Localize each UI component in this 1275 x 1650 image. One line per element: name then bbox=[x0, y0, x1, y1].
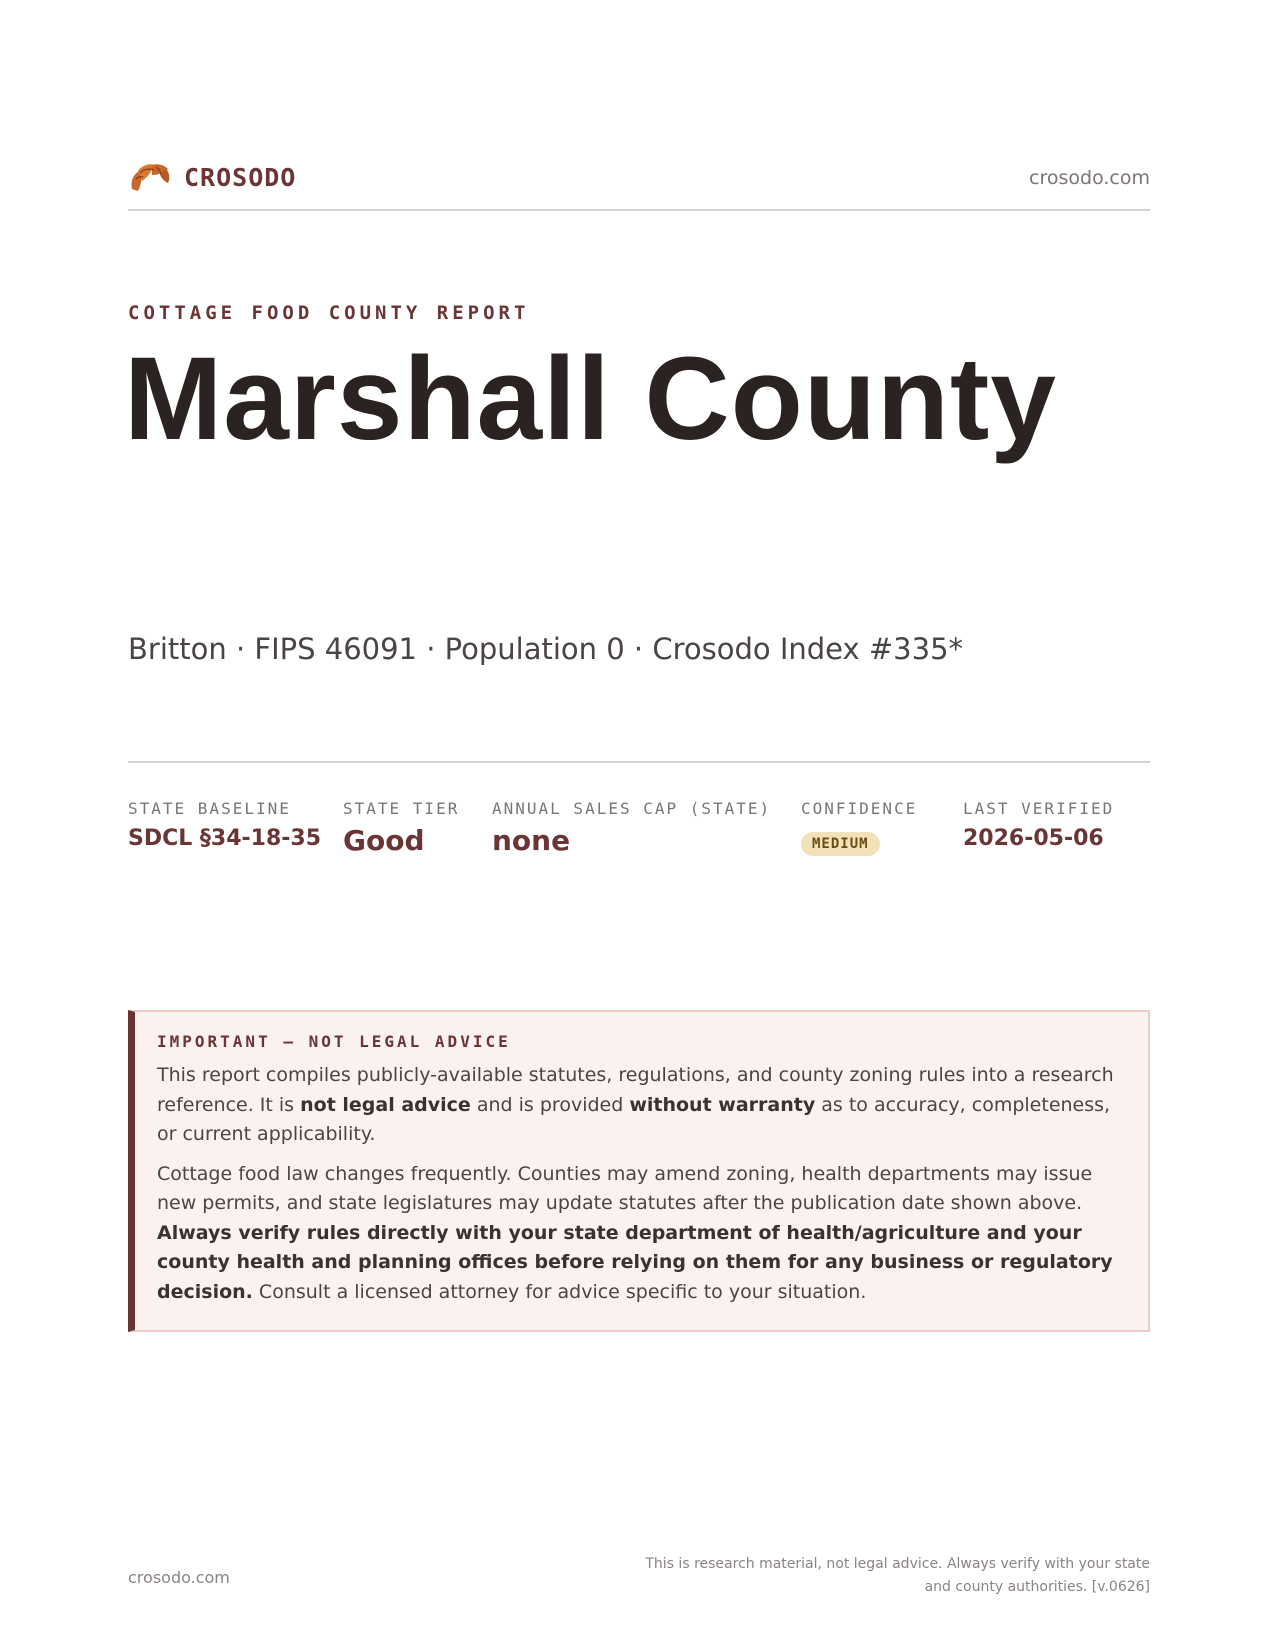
county-subline: Britton · FIPS 46091 · Population 0 · Crosodo Index #335* bbox=[128, 632, 964, 666]
page-header bbox=[128, 155, 1150, 211]
footer-disclaimer: This is research material, not legal advice. Always verify with your state and county authorities. [v.0626] bbox=[645, 1556, 1150, 1595]
croissant-icon bbox=[128, 159, 172, 199]
site-url[interactable]: crosodo.com bbox=[1029, 167, 1150, 189]
stat-value: SDCL §34-18-35 bbox=[128, 826, 322, 851]
stat-value: 2026-05-06 bbox=[963, 826, 1104, 851]
confidence-badge: MEDIUM bbox=[801, 832, 880, 856]
footer-site[interactable]: crosodo.com bbox=[128, 1568, 230, 1587]
stat-value: Good bbox=[343, 824, 425, 857]
stat-label: ANNUAL SALES CAP (STATE) bbox=[492, 799, 772, 818]
notice-paragraph-1: This report compiles publicly-available statutes, regulations, and county zoning rules into a research reference. It is not legal advice and is provided without warranty as to accuracy, completeness, or current applicability. bbox=[157, 1064, 1114, 1145]
stat-sales-cap bbox=[492, 799, 771, 857]
brand-name: CROSODO bbox=[184, 163, 297, 192]
stat-label: LAST VERIFIED bbox=[963, 799, 1115, 818]
report-eyebrow: COTTAGE FOOD COUNTY REPORT bbox=[128, 302, 530, 324]
notice-paragraph-2: Cottage food law changes frequently. Counties may amend zoning, health departments may issue new permits, and state legislatures may update statutes after the publication date shown above. Always verify rules directly with your state department of health/agriculture and your county health and planning offices before relying on them for any business or regulatory decision. Consult a licensed attorney for advice specific to your situation. bbox=[157, 1162, 1113, 1303]
stat-label: STATE BASELINE bbox=[128, 799, 291, 818]
report-page bbox=[124, 0, 1150, 1650]
stat-confidence bbox=[801, 799, 917, 856]
stat-label: CONFIDENCE bbox=[801, 799, 918, 818]
divider bbox=[128, 761, 1150, 763]
legal-notice bbox=[128, 1010, 1150, 1332]
page-title: Marshall County bbox=[124, 333, 1057, 465]
stat-last-verified bbox=[963, 799, 1114, 851]
notice-title: IMPORTANT — NOT LEGAL ADVICE bbox=[157, 1032, 511, 1051]
stat-state-tier bbox=[343, 799, 459, 857]
stat-state-baseline bbox=[128, 799, 321, 851]
stat-label: STATE TIER bbox=[343, 799, 460, 818]
stat-value: none bbox=[492, 824, 571, 857]
